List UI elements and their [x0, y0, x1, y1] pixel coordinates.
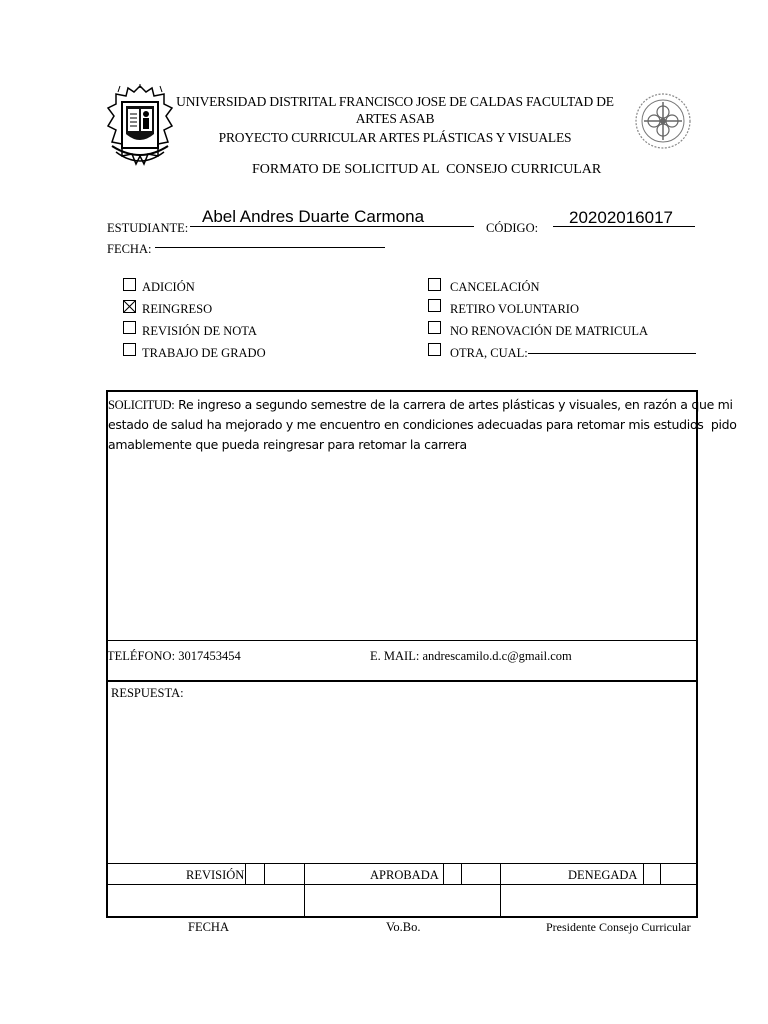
denied-label: DENEGADA — [568, 868, 638, 882]
phone-row — [107, 649, 241, 664]
option-no-renovacion-label: NO RENOVACIÓN DE MATRICULA — [450, 324, 649, 338]
option-otra-label: OTRA, CUAL: — [450, 346, 528, 360]
checkbox-reingreso[interactable] — [123, 300, 136, 313]
date-label: FECHA: — [107, 242, 152, 256]
checkbox-trabajo-grado[interactable] — [123, 343, 136, 356]
approval-col-1 — [304, 884, 305, 918]
review-box-mid — [264, 863, 265, 884]
option-adicion-label: ADICIÓN — [142, 280, 195, 294]
denied-box-mid — [660, 863, 661, 884]
code-label: CÓDIGO: — [486, 221, 539, 235]
phone-value[interactable]: 3017453454 — [178, 649, 241, 663]
checkbox-retiro-voluntario[interactable] — [428, 299, 441, 312]
student-label: ESTUDIANTE: — [107, 221, 189, 235]
review-label: REVISIÓN — [186, 868, 245, 882]
email-row — [370, 649, 572, 664]
approved-label: APROBADA — [370, 868, 439, 882]
review-checkbox[interactable] — [246, 864, 264, 883]
checkbox-cancelacion[interactable] — [428, 278, 441, 291]
approved-checkbox[interactable] — [444, 864, 461, 883]
option-trabajo-grado-label: TRABAJO DE GRADO — [142, 346, 266, 360]
student-code[interactable]: 20202016017 — [569, 208, 674, 227]
response-area[interactable] — [110, 705, 694, 855]
denied-checkbox[interactable] — [644, 864, 660, 883]
signature-vobo-label: Vo.Bo. — [386, 920, 421, 934]
checkbox-revision-nota[interactable] — [123, 321, 136, 334]
university-seal-logo — [106, 84, 174, 172]
checkmark-x-icon — [124, 301, 135, 312]
header-program-line: PROYECTO CURRICULAR ARTES PLÁSTICAS Y VISUALES — [218, 130, 572, 145]
option-retiro-voluntario-label: RETIRO VOLUNTARIO — [450, 302, 579, 316]
approval-top-line — [106, 863, 698, 864]
faculty-emblem-logo — [634, 92, 692, 150]
contact-divider — [106, 640, 698, 641]
header-faculty-line: ARTES ASAB — [355, 111, 435, 126]
request-text-line3: amablemente que pueda reingresar para retomar la carrera — [108, 437, 467, 452]
header-university-line: UNIVERSIDAD DISTRITAL FRANCISCO JOSE DE CALDAS FACULTAD DE — [176, 94, 614, 109]
email-value[interactable]: andrescamilo.d.c@gmail.com — [422, 649, 572, 663]
signature-president-label: Presidente Consejo Curricular — [546, 920, 691, 934]
email-label: E. MAIL: — [370, 649, 420, 663]
date-line[interactable] — [155, 247, 385, 248]
option-revision-nota-label: REVISIÓN DE NOTA — [142, 324, 257, 338]
otra-line[interactable] — [528, 353, 696, 354]
phone-label: TELÉFONO: — [107, 649, 176, 663]
review-box-right — [304, 863, 305, 884]
request-label: SOLICITUD: — [108, 398, 175, 412]
checkbox-no-renovacion[interactable] — [428, 321, 441, 334]
approved-box-right — [500, 863, 501, 884]
form-title: FORMATO DE SOLICITUD AL CONSEJO CURRICULAR — [252, 162, 602, 177]
option-cancelacion-label: CANCELACIÓN — [450, 280, 540, 294]
option-reingreso-label: REINGRESO — [142, 302, 213, 316]
approval-mid-line — [106, 884, 698, 885]
response-label: RESPUESTA: — [111, 686, 184, 700]
student-name[interactable]: Abel Andres Duarte Carmona — [202, 207, 425, 226]
request-text-line2: estado de salud ha mejorado y me encuentro en condiciones adecuadas para retomar mis estudios pido — [108, 417, 737, 432]
request-text-line1: Re ingreso a segundo semestre de la carrera de artes plásticas y visuales, en razón a que mi — [174, 397, 733, 412]
approved-box-mid — [461, 863, 462, 884]
request-text[interactable] — [108, 395, 737, 455]
checkbox-otra[interactable] — [428, 343, 441, 356]
signature-date-label: FECHA — [188, 920, 229, 934]
checkbox-adicion[interactable] — [123, 278, 136, 291]
approval-col-2 — [500, 884, 501, 918]
